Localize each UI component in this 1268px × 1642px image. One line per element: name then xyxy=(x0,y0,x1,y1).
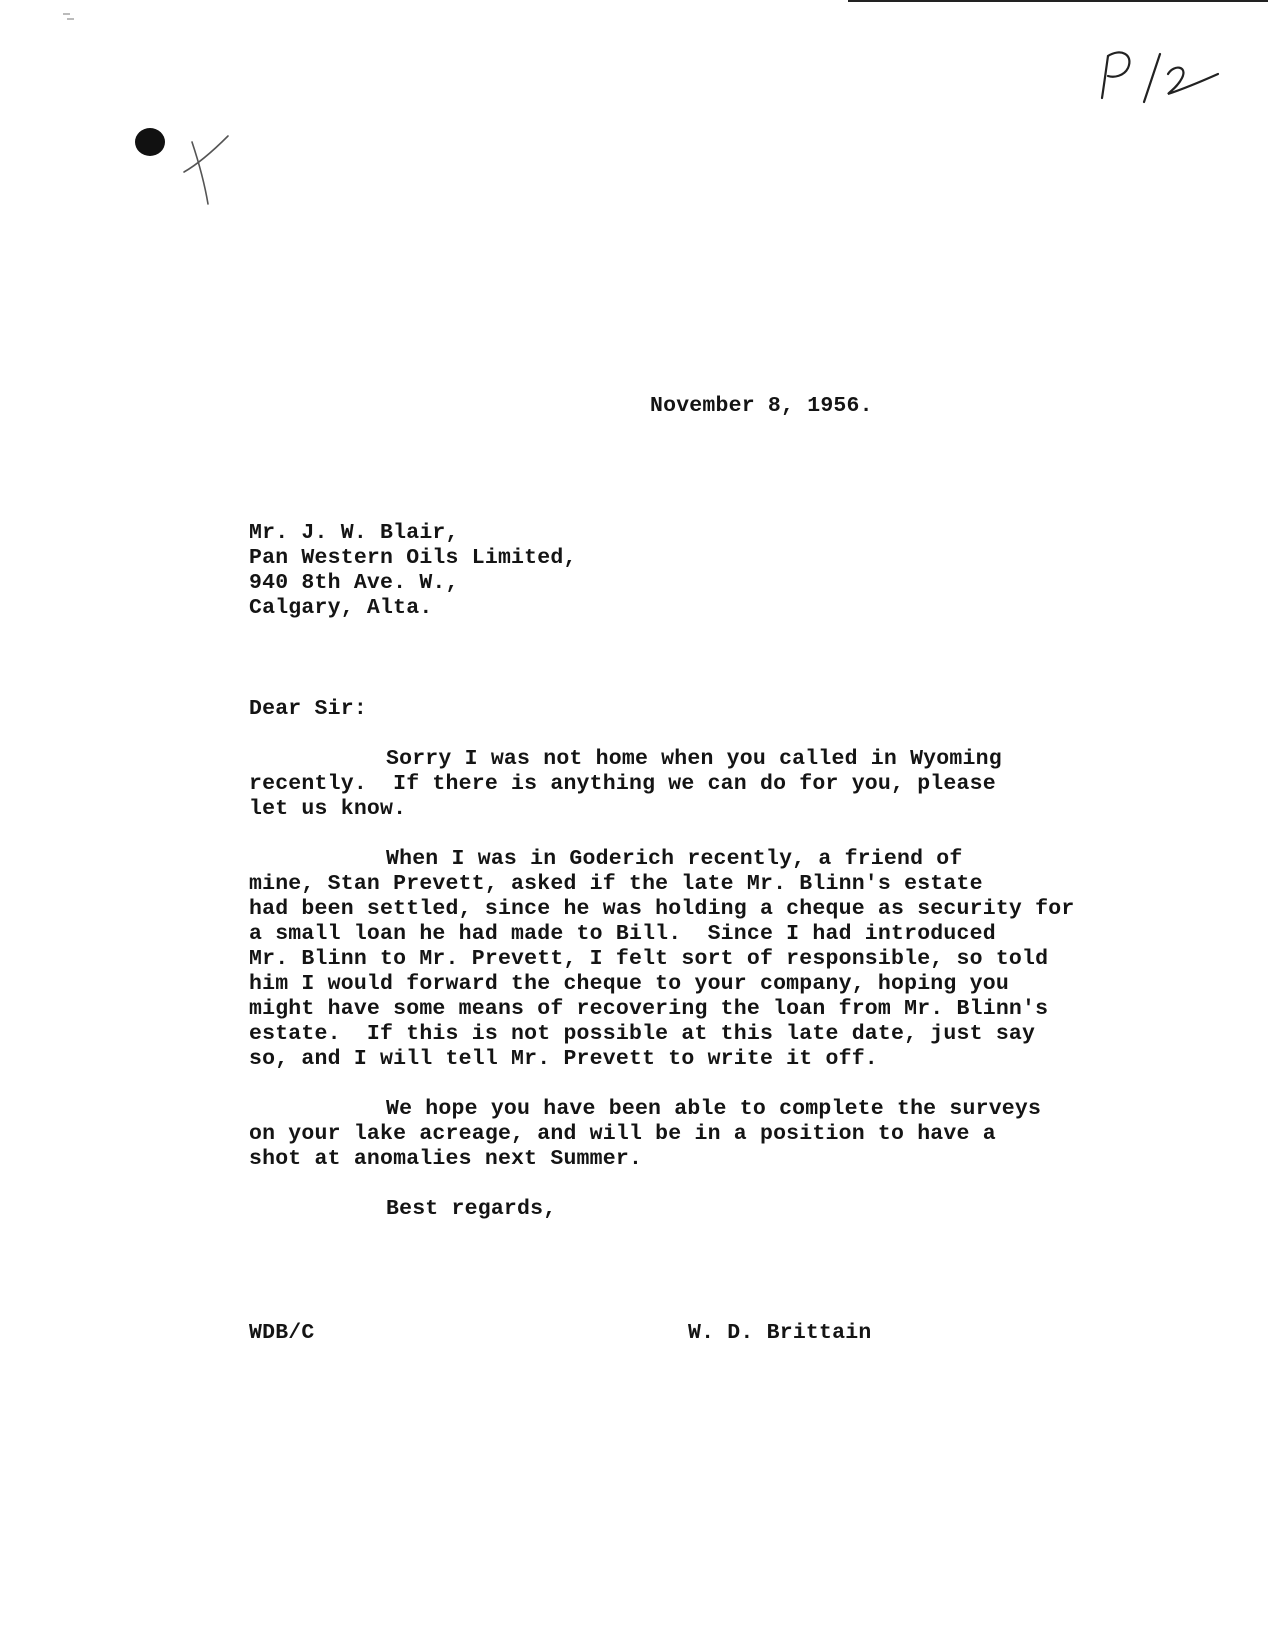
address-line: 940 8th Ave. W., xyxy=(249,571,459,595)
salutation: Dear Sir: xyxy=(249,697,367,721)
paragraph-line: estate. If this is not possible at this late date, just say xyxy=(249,1022,1036,1046)
paragraph-line: When I was in Goderich recently, a friend of xyxy=(386,847,963,871)
pencil-x-mark xyxy=(178,130,238,210)
corner-scan-marks xyxy=(62,12,76,22)
recipient-address xyxy=(249,521,577,621)
paragraph-line: Mr. Blinn to Mr. Prevett, I felt sort of responsible, so told xyxy=(249,947,1049,971)
paragraph-2 xyxy=(249,847,1074,1072)
signatory-name: W. D. Brittain xyxy=(688,1321,872,1345)
paragraph-line: so, and I will tell Mr. Prevett to write it off. xyxy=(249,1047,878,1071)
paragraph-line: a small loan he had made to Bill. Since I had introduced xyxy=(249,922,996,946)
paragraph-line: recently. If there is anything we can do for you, please xyxy=(249,772,996,796)
paragraph-line: might have some means of recovering the loan from Mr. Blinn's xyxy=(249,997,1049,1021)
address-line: Mr. J. W. Blair, xyxy=(249,521,459,545)
reference-initials: WDB/C xyxy=(249,1321,315,1345)
paragraph-line: We hope you have been able to complete the surveys xyxy=(386,1097,1042,1121)
letter-date: November 8, 1956. xyxy=(650,394,873,418)
top-edge-rule xyxy=(848,0,1268,2)
paragraph-line: had been settled, since he was holding a cheque as security for xyxy=(249,897,1075,921)
paragraph-line: on your lake acreage, and will be in a position to have a xyxy=(249,1122,996,1146)
punch-dot-mark xyxy=(132,124,172,160)
paragraph-3 xyxy=(249,1097,1041,1172)
paragraph-line: Sorry I was not home when you called in Wyoming xyxy=(386,747,1002,771)
paragraph-1 xyxy=(249,747,1002,822)
closing: Best regards, xyxy=(386,1197,557,1221)
paragraph-line: let us know. xyxy=(249,797,407,821)
paragraph-line: him I would forward the cheque to your company, hoping you xyxy=(249,972,1009,996)
handwritten-page-note xyxy=(1090,40,1240,110)
paragraph-line: mine, Stan Prevett, asked if the late Mr. Blinn's estate xyxy=(249,872,983,896)
address-line: Calgary, Alta. xyxy=(249,596,433,620)
paragraph-line: shot at anomalies next Summer. xyxy=(249,1147,643,1171)
address-line: Pan Western Oils Limited, xyxy=(249,546,577,570)
